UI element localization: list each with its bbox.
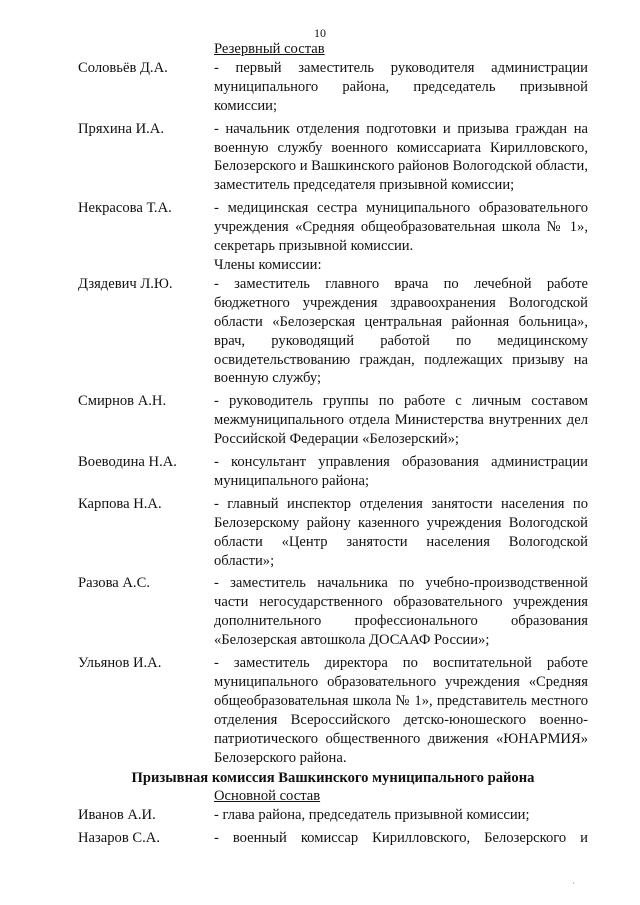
reserve-heading: Резервный состав <box>214 41 325 57</box>
list-item <box>78 199 588 256</box>
person-name: Пряхина И.А. <box>78 120 164 137</box>
person-name: Разова А.С. <box>78 575 150 592</box>
person-name: Воеводина Н.А. <box>78 454 177 471</box>
person-role: - первый заместитель руководителя администрации муниципального района, председатель призывной комиссии; <box>214 59 588 114</box>
person-role: - заместитель начальника по учебно-производственной части негосударственного образовательного учреждения дополнительного профессионального образования «Белозерская автошкола ДОСААФ России»; <box>214 575 588 649</box>
person-name: Соловьёв Д.А. <box>78 59 168 76</box>
person-name: Карпова Н.А. <box>78 495 162 512</box>
person-name: Смирнов А.Н. <box>78 393 167 410</box>
person-role: - глава района, председатель призывной комиссии; <box>214 807 530 824</box>
list-item <box>78 495 588 571</box>
list-item <box>78 120 588 196</box>
person-name: Дзядевич Л.Ю. <box>78 275 173 292</box>
person-role: - начальник отделения подготовки и призыва граждан на военную службу военного комиссариата Кирилловского, Белозерского и Вашкинского районов Вологодской области, заместитель председателя призывной комиссии; <box>214 120 588 194</box>
main-heading: Основной состав <box>214 788 321 805</box>
list-item <box>78 654 588 767</box>
person-role: - заместитель главного врача по лечебной работе бюджетного учреждения здравоохранения Вологодской области «Белозерская центральная районная больница», врач, руководящий работой по медицинскому освидетельствованию граждан, подлежащих призыву на военную службу; <box>214 275 588 387</box>
person-role: - военный комиссар Кирилловского, Белозерского и <box>214 830 588 847</box>
person-role: - заместитель директора по воспитательной работе муниципального образовательного учреждения «Средняя общеобразовательная школа № 1», представитель местного отделения Всероссийского детско-юношеского военно-патриотического общественного движения «ЮНАРМИЯ» Белозерского района. <box>214 655 588 766</box>
list-item <box>78 275 588 388</box>
section-title: Призывная комиссия Вашкинского муниципального района <box>131 769 535 786</box>
person-role: - руководитель группы по работе с личным составом межмуниципального отдела Министерства внутренних дел Российской Федерации «Белозерский»; <box>214 393 588 448</box>
list-item <box>78 574 588 650</box>
person-name: Ульянов И.А. <box>78 655 162 672</box>
person-name: Иванов А.И. <box>78 807 156 824</box>
list-item <box>78 392 588 449</box>
list-item <box>78 453 588 491</box>
members-heading: Члены комиссии: <box>214 256 322 273</box>
document-content <box>78 40 588 848</box>
person-role: - медицинская сестра муниципального образовательного учреждения «Средняя общеобразовательная школа № 1», секретарь призывной комиссии. <box>214 200 588 255</box>
person-name: Некрасова Т.А. <box>78 200 172 217</box>
person-role: - консультант управления образования администрации муниципального района; <box>214 454 588 489</box>
page-number: 10 <box>314 26 326 40</box>
person-role: - главный инспектор отделения занятости населения по Белозерскому району казенного учреждения Вологодской области «Центр занятости населения Вологодской области»; <box>214 495 588 569</box>
list-item <box>78 829 588 848</box>
list-item <box>78 806 588 825</box>
list-item <box>78 59 588 116</box>
scan-speck: · <box>572 879 575 888</box>
person-name: Назаров С.А. <box>78 830 160 847</box>
